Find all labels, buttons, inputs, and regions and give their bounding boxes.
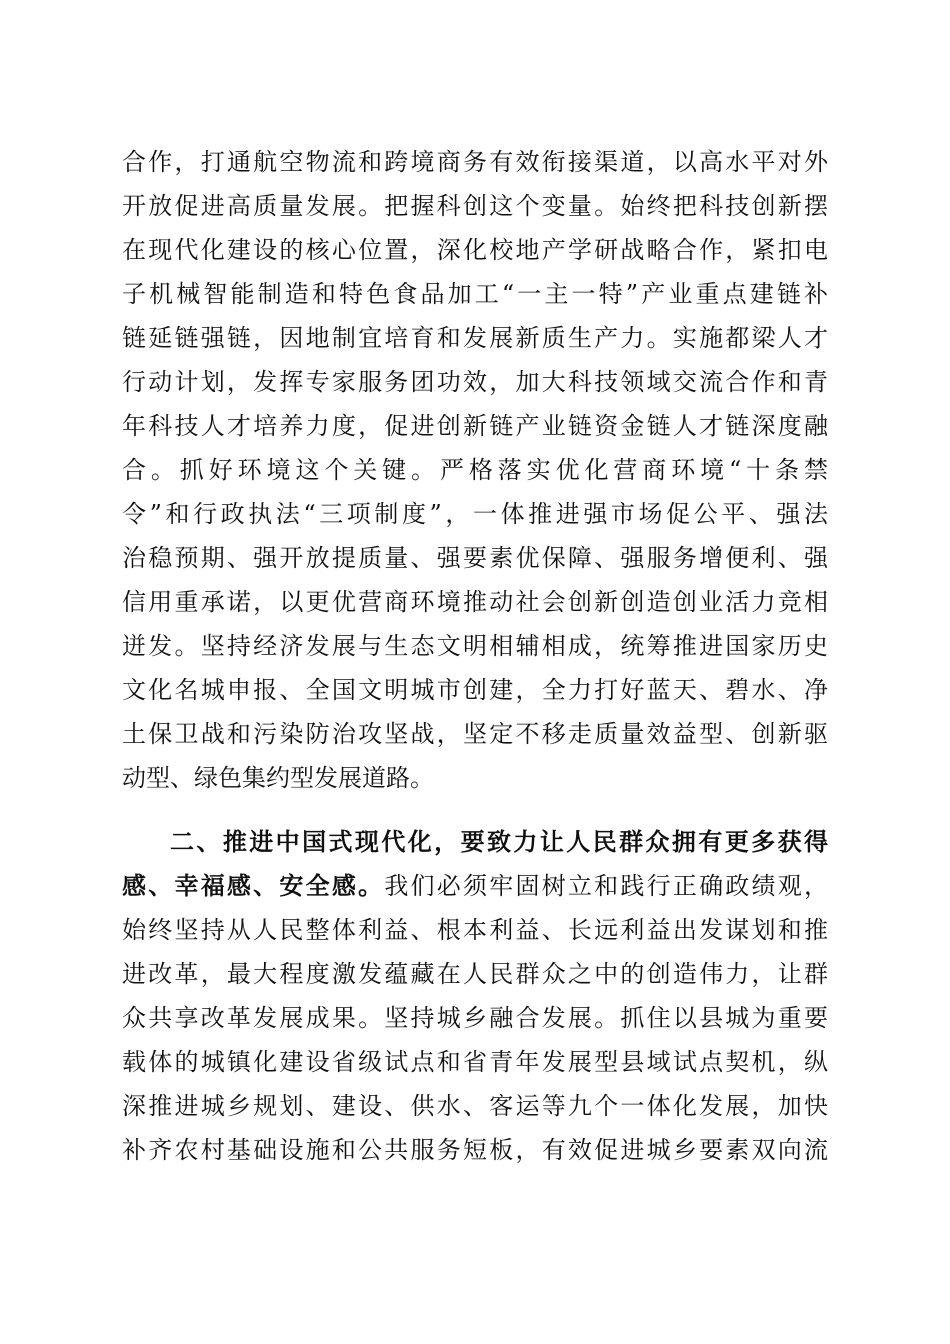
- paragraph-text: 我们必须牢固树立和践行正确政绩观，: [384, 872, 828, 900]
- paragraph-1: [122, 140, 828, 800]
- section-heading-continued: 感、幸福感、安全感。: [122, 871, 385, 900]
- paragraph-line: 在现代化建设的核心位置，深化校地产学研战略合作，紧扣电: [122, 236, 828, 264]
- paragraph-line: 深推进城乡规划、建设、供水、客运等九个一体化发展，加快: [122, 1092, 828, 1120]
- paragraph-line: 始终坚持从人民整体利益、根本利益、长远利益出发谋划和推: [122, 916, 828, 944]
- paragraph-line: 令”和行政执法“三项制度”，一体推进强市场促公平、强法: [122, 500, 828, 528]
- paragraph-line: 补齐农村基础设施和公共服务短板，有效促进城乡要素双向流: [122, 1136, 828, 1164]
- paragraph-line: 子机械智能制造和特色食品加工“一主一特”产业重点建链补: [122, 280, 828, 308]
- section-heading: 二、推进中国式现代化，要致力让人民群众拥有更多获得: [170, 827, 828, 856]
- paragraph-line: 合。抓好环境这个关键。严格落实优化营商环境“十条禁: [122, 456, 828, 484]
- paragraph-gap: [122, 800, 828, 820]
- paragraph-line: 文化名城申报、全国文明城市创建，全力打好蓝天、碧水、净: [122, 676, 828, 704]
- paragraph-line: 载体的城镇化建设省级试点和省青年发展型县域试点契机，纵: [122, 1048, 828, 1076]
- body-text: [122, 140, 828, 1172]
- paragraph-line: 进改革，最大程度激发蕴藏在人民群众之中的创造伟力，让群: [122, 960, 828, 988]
- paragraph-line: 年科技人才培养力度，促进创新链产业链资金链人才链深度融: [122, 412, 828, 440]
- paragraph-line: 行动计划，发挥专家服务团功效，加大科技领域交流合作和青: [122, 368, 828, 396]
- paragraph-line: 合作，打通航空物流和跨境商务有效衔接渠道，以高水平对外: [122, 148, 828, 176]
- paragraph-line: 迸发。坚持经济发展与生态文明相辅相成，统筹推进国家历史: [122, 632, 828, 660]
- paragraph-line: 治稳预期、强开放提质量、强要素优保障、强服务增便利、强: [122, 544, 828, 572]
- paragraph-line: 动型、绿色集约型发展道路。: [122, 764, 434, 792]
- paragraph-line: [122, 864, 828, 908]
- paragraph-2: [122, 820, 828, 1172]
- paragraph-line: 链延链强链，因地制宜培育和发展新质生产力。实施都梁人才: [122, 324, 828, 352]
- paragraph-line: 开放促进高质量发展。把握科创这个变量。始终把科技创新摆: [122, 192, 828, 220]
- paragraph-line: 信用重承诺，以更优营商环境推动社会创新创造创业活力竞相: [122, 588, 828, 616]
- paragraph-line: 土保卫战和污染防治攻坚战，坚定不移走质量效益型、创新驱: [122, 720, 828, 748]
- paragraph-line: 众共享改革发展成果。坚持城乡融合发展。抓住以县城为重要: [122, 1004, 828, 1032]
